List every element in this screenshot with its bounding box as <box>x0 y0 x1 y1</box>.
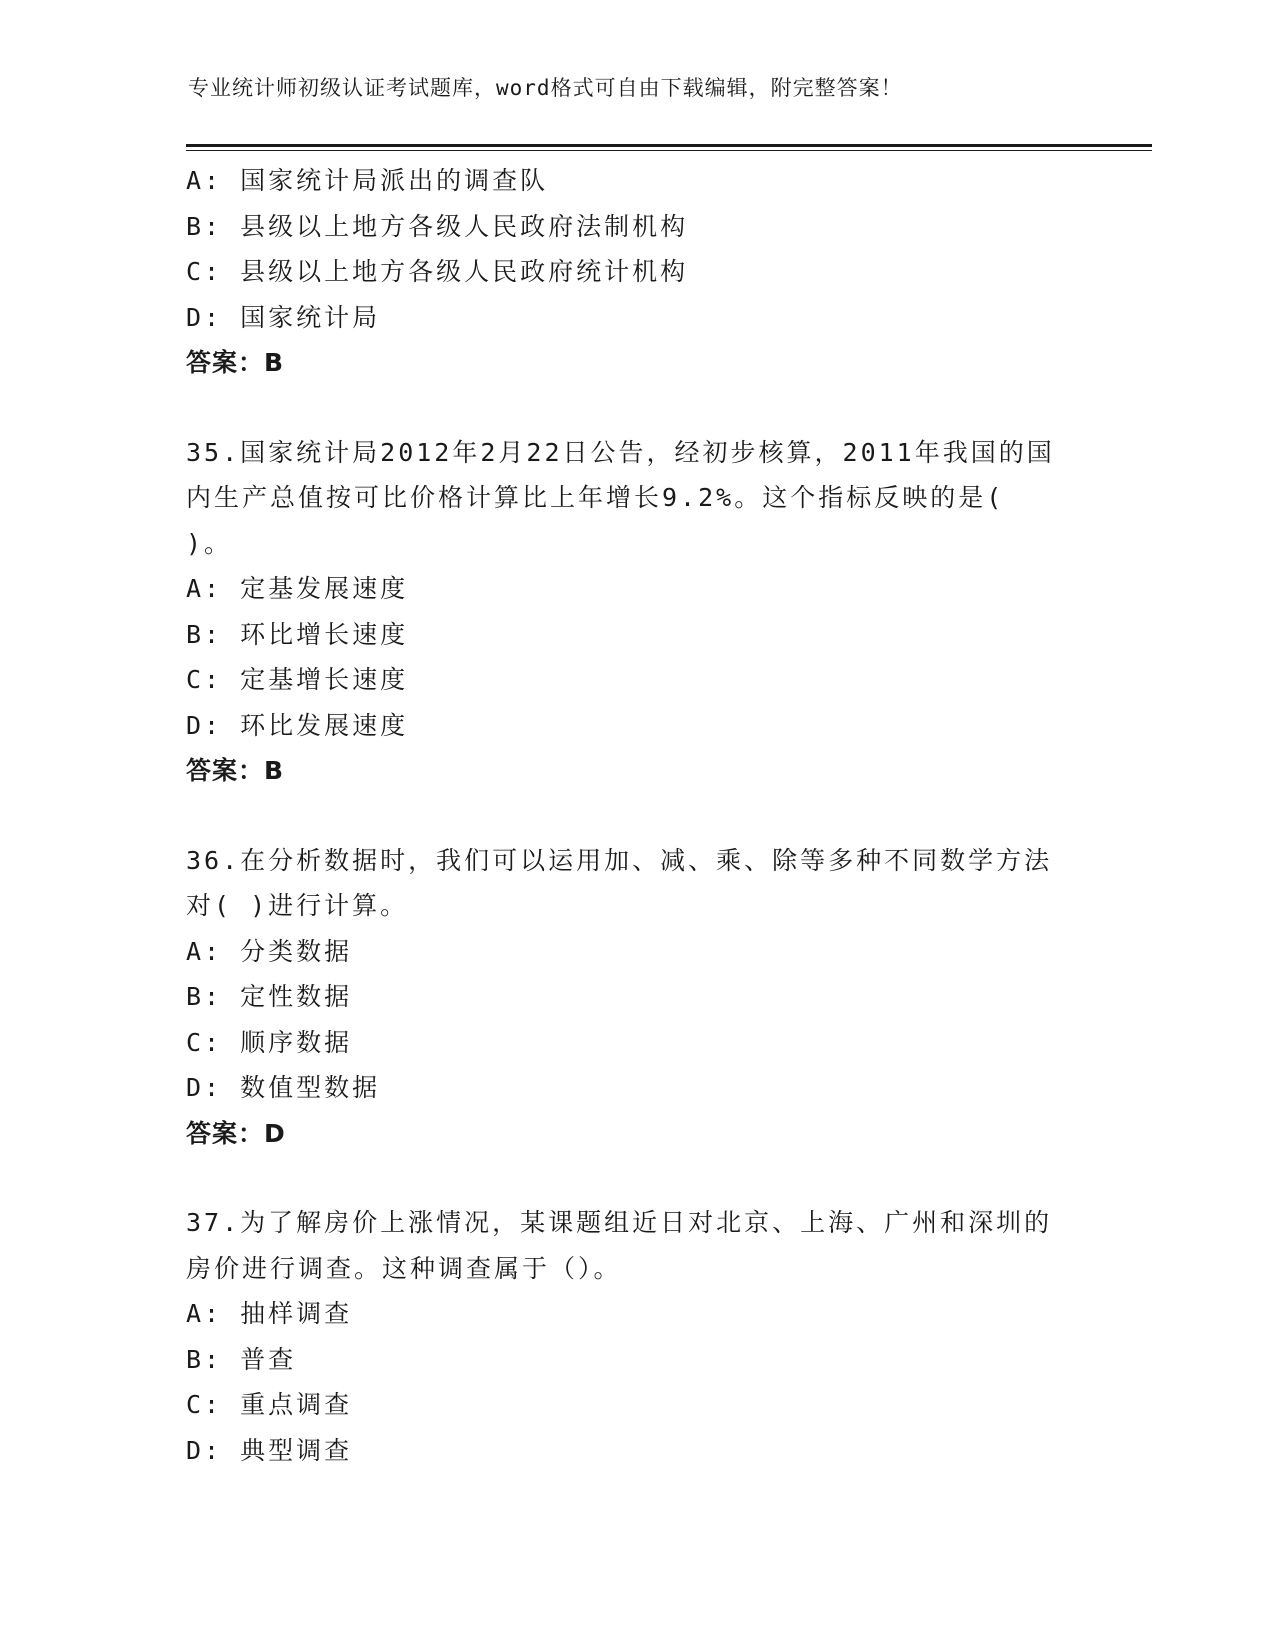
option-d: D: 国家统计局 <box>186 302 381 332</box>
question-list <box>186 158 1106 1473</box>
answer: 答案：D <box>186 1118 286 1148</box>
option-d: D: 数值型数据 <box>186 1073 381 1102</box>
question-stem-line: 37.为了解房价上涨情况，某课题组近日对北京、上海、广州和深圳的 <box>186 1208 1053 1237</box>
option-a: A: 定基发展速度 <box>186 574 409 603</box>
option-c: C: 重点调查 <box>186 1390 353 1419</box>
option-d: D: 环比发展速度 <box>186 710 409 740</box>
option-b: B: 县级以上地方各级人民政府法制机构 <box>186 211 689 241</box>
option-c: C: 县级以上地方各级人民政府统计机构 <box>186 257 689 286</box>
question-stem-line: 35.国家统计局2012年2月22日公告，经初步核算，2011年我国的国 <box>186 437 1055 467</box>
answer: 答案：B <box>186 756 285 785</box>
question-stem-line: 36.在分析数据时，我们可以运用加、减、乘、除等多种不同数学方法 <box>186 845 1053 875</box>
answer: 答案：B <box>186 348 285 377</box>
option-a: A: 国家统计局派出的调查队 <box>186 166 549 195</box>
question-36 <box>186 838 1106 1157</box>
question-37 <box>186 1200 1106 1473</box>
question-stem-line: 对( )进行计算。 <box>186 891 409 920</box>
option-b: B: 环比增长速度 <box>186 619 409 649</box>
question-stem-line: 内生产总值按可比价格计算比上年增长9.2%。这个指标反映的是( <box>186 483 1005 512</box>
option-c: C: 顺序数据 <box>186 1027 353 1057</box>
option-a: A: 分类数据 <box>186 936 353 966</box>
question-stem-line: )。 <box>186 528 233 558</box>
option-b: B: 普查 <box>186 1344 297 1374</box>
question-34 <box>186 158 1106 386</box>
option-a: A: 抽样调查 <box>186 1299 353 1328</box>
option-b: B: 定性数据 <box>186 982 353 1011</box>
header-divider-thin <box>186 150 1152 151</box>
page-header: 专业统计师初级认证考试题库，word格式可自由下载编辑，附完整答案！ <box>188 76 903 100</box>
question-stem-line: 房价进行调查。这种调查属于（）。 <box>186 1253 622 1283</box>
option-c: C: 定基增长速度 <box>186 665 409 694</box>
option-d: D: 典型调查 <box>186 1435 353 1465</box>
header-divider-thick <box>186 144 1152 147</box>
question-35 <box>186 430 1106 794</box>
